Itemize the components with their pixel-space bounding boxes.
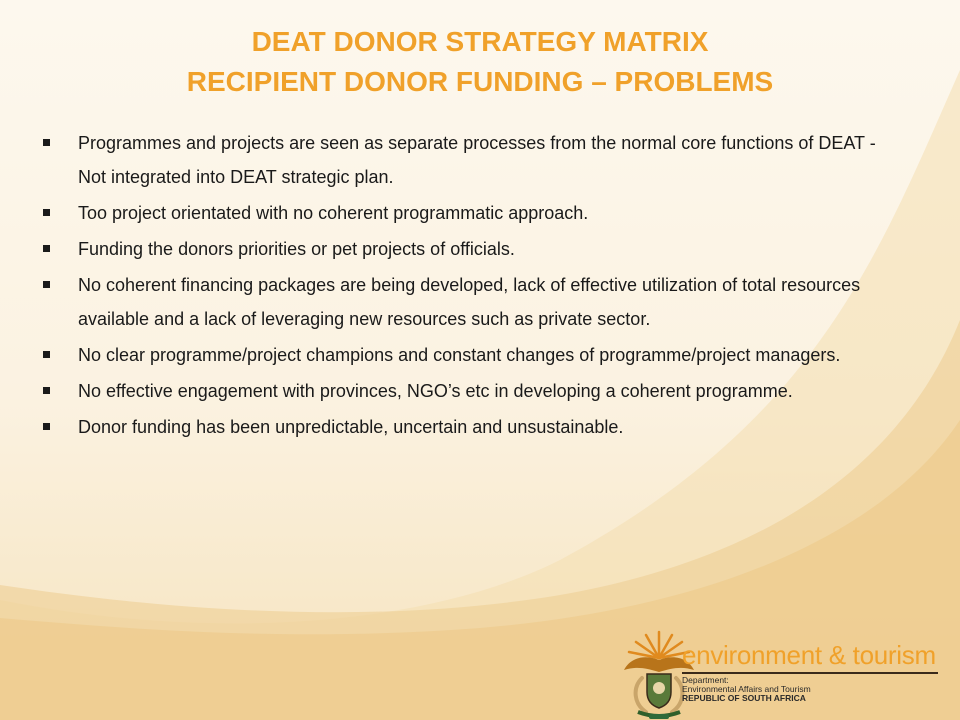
list-item-text: No clear programme/project champions and constant changes of programme/project managers. [78, 345, 841, 365]
title-line-2: RECIPIENT DONOR FUNDING – PROBLEMS [186, 66, 774, 97]
slide-title [60, 22, 900, 102]
dept-label: Department: [682, 675, 729, 685]
list-item [40, 374, 900, 408]
footer-divider [682, 672, 938, 674]
list-item-text: Funding the donors priorities or pet projects of officials. [78, 239, 515, 259]
list-item [40, 268, 900, 336]
square-bullet-icon [43, 209, 50, 216]
brand-wordmark: environment & tourism [682, 640, 936, 670]
square-bullet-icon [43, 351, 50, 358]
square-bullet-icon [43, 423, 50, 430]
list-item [40, 232, 900, 266]
title-line-1: DEAT DONOR STRATEGY MATRIX [251, 26, 709, 57]
problem-list [40, 126, 900, 446]
list-item [40, 410, 900, 444]
list-item-text: Donor funding has been unpredictable, uncertain and unsustainable. [78, 417, 624, 437]
square-bullet-icon [43, 387, 50, 394]
department-block [682, 676, 811, 703]
list-item-text: Too project orientated with no coherent programmatic approach. [78, 203, 589, 223]
dept-name: Environmental Affairs and Tourism [682, 684, 811, 694]
list-item-text: No coherent financing packages are being developed, lack of effective utilization of total resources available and a lack of leveraging new resources such as private sector. [78, 275, 861, 329]
square-bullet-icon [43, 139, 50, 146]
square-bullet-icon [43, 281, 50, 288]
list-item [40, 338, 900, 372]
list-item-text: No effective engagement with provinces, NGO’s etc in developing a coherent programme. [78, 381, 793, 401]
list-item-text: Programmes and projects are seen as separate processes from the normal core functions of DEAT - Not integrated into DEAT strategic plan. [78, 133, 876, 187]
square-bullet-icon [43, 245, 50, 252]
list-item [40, 196, 900, 230]
country-name: REPUBLIC OF SOUTH AFRICA [682, 693, 806, 703]
list-item [40, 126, 900, 194]
